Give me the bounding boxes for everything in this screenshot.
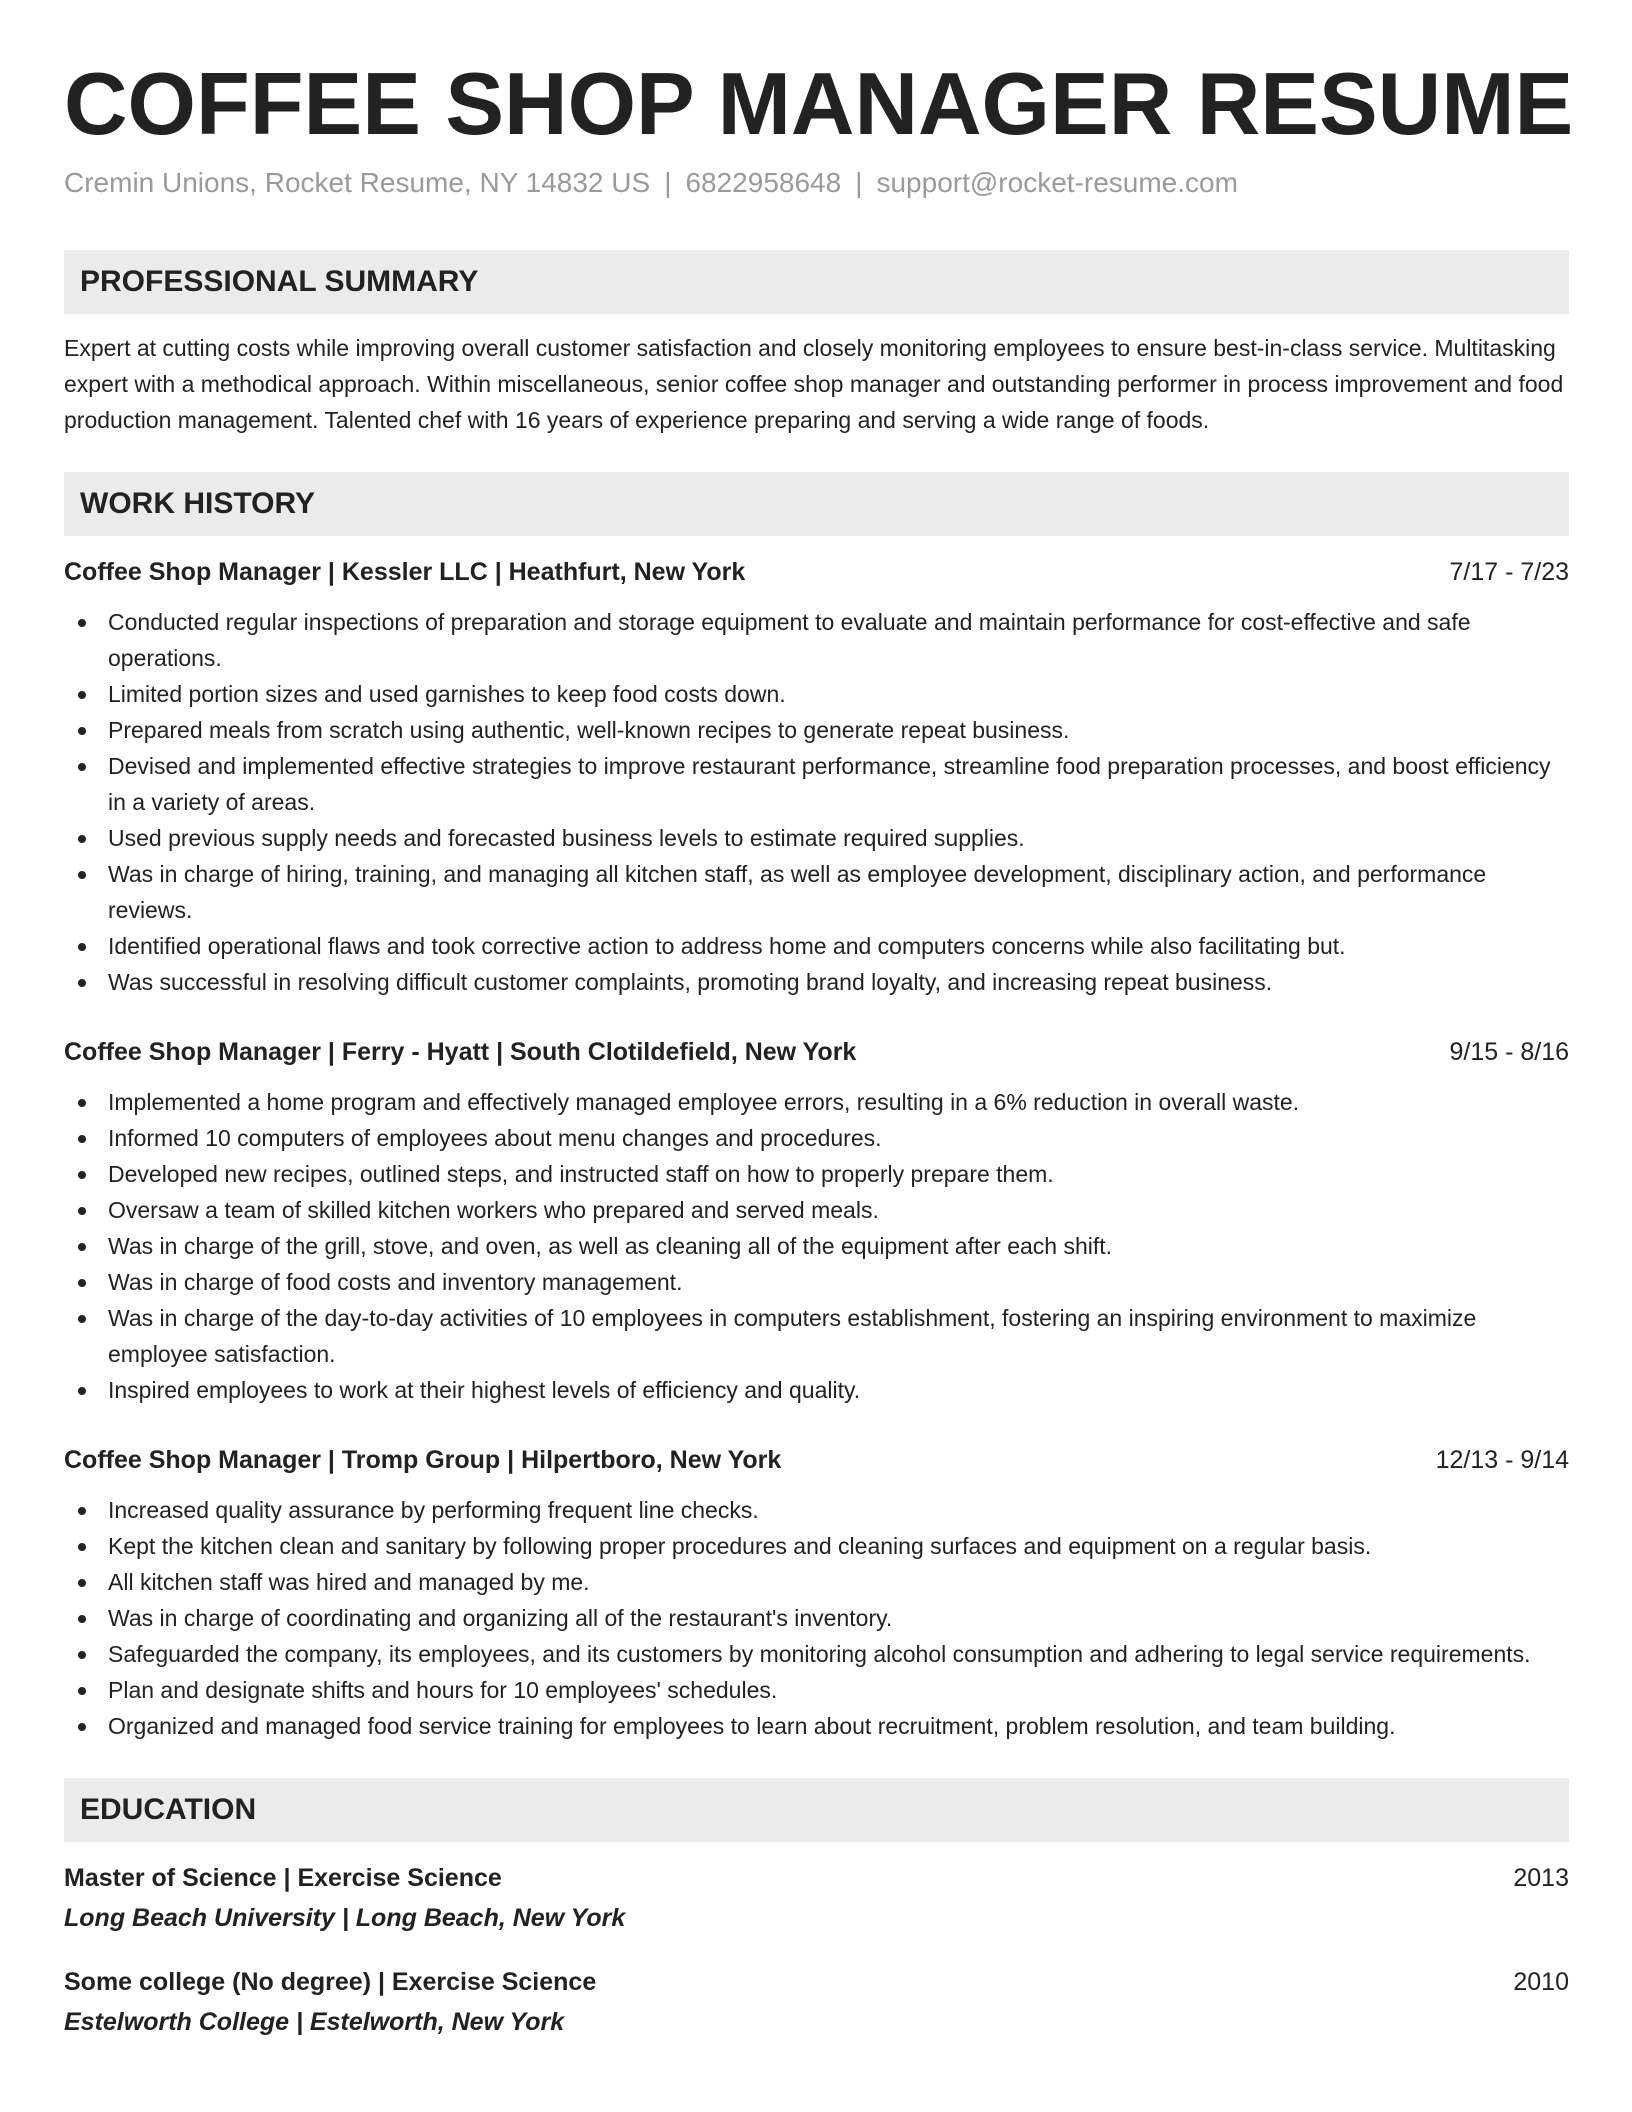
- work-history-heading: WORK HISTORY: [64, 472, 1569, 536]
- job-bullet: Was in charge of the grill, stove, and oven, as well as cleaning all of the equipment after each shift.: [108, 1228, 1569, 1264]
- education-header: [64, 1964, 1569, 2000]
- job-bullet: Used previous supply needs and forecasted business levels to estimate required supplies.: [108, 820, 1569, 856]
- job-bullet: Conducted regular inspections of preparation and storage equipment to evaluate and maintain performance for cost-effective and safe operations.: [108, 604, 1569, 676]
- job-header: [64, 554, 1569, 590]
- job-bullet: Was in charge of coordinating and organizing all of the restaurant's inventory.: [108, 1600, 1569, 1636]
- job-bullet: Safeguarded the company, its employees, and its customers by monitoring alcohol consumption and adhering to legal service requirements.: [108, 1636, 1569, 1672]
- job-title: Coffee Shop Manager | Ferry - Hyatt | South Clotildefield, New York: [64, 1038, 857, 1066]
- job-title: Coffee Shop Manager | Kessler LLC | Heathfurt, New York: [64, 558, 746, 586]
- job-header: [64, 1442, 1569, 1478]
- job-entry: [64, 554, 1569, 1000]
- job-bullets: [64, 604, 1569, 1000]
- job-bullet: Plan and designate shifts and hours for 10 employees' schedules.: [108, 1672, 1569, 1708]
- job-bullet: Was in charge of hiring, training, and managing all kitchen staff, as well as employee development, disciplinary action, and performance reviews.: [108, 856, 1569, 928]
- job-dates: 12/13 - 9/14: [1435, 1446, 1569, 1474]
- contact-email: support@rocket-resume.com: [876, 167, 1238, 198]
- job-bullet: Identified operational flaws and took corrective action to address home and computers concerns while also facilitating but.: [108, 928, 1569, 964]
- education-school: Long Beach University | Long Beach, New York: [64, 1904, 626, 1932]
- contact-line: [64, 166, 1569, 200]
- job-bullet: All kitchen staff was hired and managed by me.: [108, 1564, 1569, 1600]
- education-degree: Some college (No degree) | Exercise Science: [64, 1968, 597, 1996]
- job-bullet: Was in charge of food costs and inventory management.: [108, 1264, 1569, 1300]
- education-year: 2010: [1513, 1968, 1569, 1996]
- job-header: [64, 1034, 1569, 1070]
- education-header: [64, 1860, 1569, 1896]
- education-list: [64, 1860, 1569, 2040]
- education-entry: [64, 1964, 1569, 2040]
- work-history-list: [64, 554, 1569, 1744]
- education-year: 2013: [1513, 1864, 1569, 1892]
- job-bullets: [64, 1492, 1569, 1744]
- education-heading: EDUCATION: [64, 1778, 1569, 1842]
- job-bullet: Was in charge of the day-to-day activities of 10 employees in computers establishment, fostering an inspiring environment to maximize employee satisfaction.: [108, 1300, 1569, 1372]
- summary-heading: PROFESSIONAL SUMMARY: [64, 250, 1569, 314]
- job-bullet: Developed new recipes, outlined steps, and instructed staff on how to properly prepare them.: [108, 1156, 1569, 1192]
- resume-page: [64, 0, 1574, 2040]
- summary-text: Expert at cutting costs while improving overall customer satisfaction and closely monitoring employees to ensure best-in-class service. Multitasking expert with a methodical approach. Within miscellaneous, senior coffee shop manager and outstanding performer in process improvement and food production management. Talented chef with 16 years of experience preparing and serving a wide range of foods.: [64, 335, 1564, 433]
- job-bullet: Implemented a home program and effectively managed employee errors, resulting in a 6% reduction in overall waste.: [108, 1084, 1569, 1120]
- job-title: Coffee Shop Manager | Tromp Group | Hilpertboro, New York: [64, 1446, 782, 1474]
- education-school: Estelworth College | Estelworth, New York: [64, 2008, 565, 2036]
- education-entry: [64, 1860, 1569, 1936]
- job-entry: [64, 1034, 1569, 1408]
- job-dates: 9/15 - 8/16: [1449, 1038, 1569, 1066]
- job-entry: [64, 1442, 1569, 1744]
- contact-address: Cremin Unions, Rocket Resume, NY 14832 US: [64, 167, 651, 198]
- job-bullet: Was successful in resolving difficult customer complaints, promoting brand loyalty, and increasing repeat business.: [108, 964, 1569, 1000]
- resume-title: COFFEE SHOP MANAGER RESUME: [64, 54, 1574, 153]
- job-bullet: Kept the kitchen clean and sanitary by following proper procedures and cleaning surfaces and equipment on a regular basis.: [108, 1528, 1569, 1564]
- job-bullet: Limited portion sizes and used garnishes to keep food costs down.: [108, 676, 1569, 712]
- job-dates: 7/17 - 7/23: [1449, 558, 1569, 586]
- education-degree: Master of Science | Exercise Science: [64, 1864, 502, 1892]
- contact-phone: 6822958648: [685, 167, 842, 198]
- job-bullet: Oversaw a team of skilled kitchen workers who prepared and served meals.: [108, 1192, 1569, 1228]
- job-bullet: Inspired employees to work at their highest levels of efficiency and quality.: [108, 1372, 1569, 1408]
- job-bullet: Devised and implemented effective strategies to improve restaurant performance, streamline food preparation processes, and boost efficiency in a variety of areas.: [108, 748, 1569, 820]
- job-bullets: [64, 1084, 1569, 1408]
- contact-separator: |: [664, 167, 672, 198]
- contact-separator: |: [855, 167, 863, 198]
- job-bullet: Increased quality assurance by performing frequent line checks.: [108, 1492, 1569, 1528]
- job-bullet: Informed 10 computers of employees about menu changes and procedures.: [108, 1120, 1569, 1156]
- job-bullet: Organized and managed food service training for employees to learn about recruitment, problem resolution, and team building.: [108, 1708, 1569, 1744]
- job-bullet: Prepared meals from scratch using authentic, well-known recipes to generate repeat business.: [108, 712, 1569, 748]
